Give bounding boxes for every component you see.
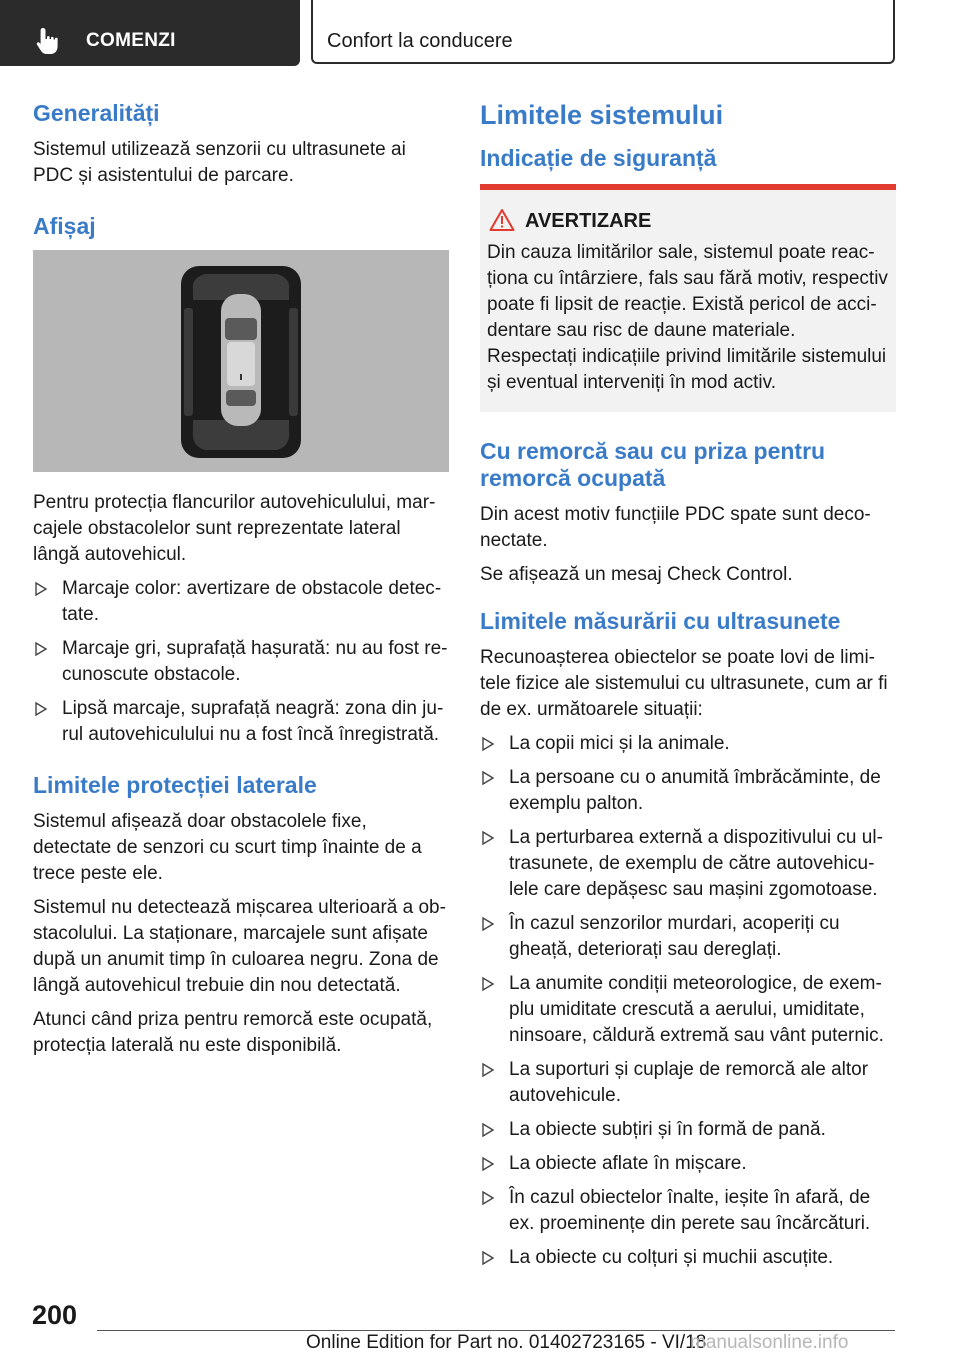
left-column	[33, 100, 449, 1067]
list-item-text: În cazul senzorilor murdari, acoperiți cu gheață, deteriorați sau dereglați.	[509, 913, 840, 960]
right-column	[480, 100, 896, 1279]
list-item-text: La copii mici și la animale.	[509, 733, 730, 754]
safety-heading: Indicație de siguranță	[480, 145, 717, 171]
list-item	[480, 765, 896, 817]
trailer-paragraph: Se afișează un mesaj Check Control.	[480, 564, 793, 585]
ultrasonic-text: Recunoașterea obiectelor se poate lovi de limitele fizice ale sistemului cu ultrasunete, cum ar fi de ex. următoarele situații:	[480, 647, 888, 720]
warning-text: Din cauza limitărilor sale, sistemul poate reacționa cu întârziere, fals sau fără motiv, respectiv poate fi lipsit de reacție. Există pericol de accidentare sau risc de daune materiale. Respectați indicațiile privind limitările sistemului și eventual interveniți în mod activ.	[487, 242, 888, 393]
triangle-bullet-icon	[33, 576, 49, 602]
triangle-bullet-icon	[480, 971, 496, 997]
triangle-bullet-icon	[480, 1245, 496, 1271]
display-list	[33, 576, 449, 748]
display-text: Pentru protecția flancurilor autovehiculului, marcajele obstacolelor sunt reprezentate lateral lângă autovehicul.	[33, 492, 436, 565]
list-item	[480, 1057, 896, 1109]
triangle-bullet-icon	[480, 1117, 496, 1143]
list-item-text: La persoane cu o anumită îmbrăcăminte, de exemplu palton.	[509, 767, 881, 814]
triangle-bullet-icon	[480, 1151, 496, 1177]
list-item	[480, 731, 896, 757]
edition-text: Online Edition for Part no. 01402723165 - VI/18	[306, 1332, 707, 1353]
list-item-text: În cazul obiectelor înalte, ieșite în afară, de ex. proeminențe din perete sau încărcături.	[509, 1187, 871, 1234]
triangle-bullet-icon	[480, 825, 496, 851]
chapter-tab[interactable]	[311, 0, 895, 64]
list-item	[480, 1185, 896, 1237]
list-item-text: Marcaje color: avertizare de obstacole detectate.	[62, 578, 442, 625]
triangle-bullet-icon	[33, 696, 49, 722]
section-tab-label: COMENZI	[86, 30, 176, 51]
list-item-text: La obiecte aflate în mișcare.	[509, 1153, 747, 1174]
list-item-text: La perturbarea externă a dispozitivului cu ultrasunete, de exemplu de către autovehiculele care depășesc sau mașini zgomotoase.	[509, 827, 883, 900]
list-item-text: Marcaje gri, suprafață hașurată: nu au fost recunoscute obstacole.	[62, 638, 448, 685]
hand-pointer-icon	[36, 26, 62, 56]
triangle-bullet-icon	[480, 1057, 496, 1083]
triangle-bullet-icon	[480, 731, 496, 757]
limits-heading: Limitele protecției laterale	[33, 772, 317, 798]
trailer-heading: Cu remorcă sau cu priza pentru remorcă ocupată	[480, 438, 826, 491]
list-item	[33, 636, 449, 688]
section-tab[interactable]	[0, 0, 300, 66]
triangle-bullet-icon	[33, 636, 49, 662]
list-item	[33, 696, 449, 748]
list-item	[480, 911, 896, 963]
warning-triangle-icon	[489, 208, 515, 232]
ultrasonic-list	[480, 731, 896, 1271]
watermark: manualsonline.info	[690, 1332, 849, 1353]
list-item	[480, 1151, 896, 1177]
triangle-bullet-icon	[480, 911, 496, 937]
parking-display-figure	[33, 250, 449, 472]
list-item	[480, 1245, 896, 1271]
triangle-bullet-icon	[480, 1185, 496, 1211]
limits-paragraph: Sistemul afișează doar obstacolele fixe, detectate de senzori cu scurt timp înainte de a trece peste ele.	[33, 811, 422, 884]
list-item	[480, 825, 896, 903]
list-item	[480, 1117, 896, 1143]
parking-view-illustration	[33, 250, 449, 472]
limits-paragraph: Sistemul nu detectează mișcarea ulterioară a obstacolului. La staționare, marcajele sunt afișate după un anumit timp în culoarea negru. Zona de lângă autovehicul trebuie din nou detectată.	[33, 897, 446, 996]
list-item-text: La suporturi și cuplaje de remorcă ale altor autovehicule.	[509, 1059, 869, 1106]
general-text: Sistemul utilizează senzorii cu ultrasunete ai PDC și asistentului de parcare.	[33, 139, 406, 186]
list-item	[33, 576, 449, 628]
footer-divider	[97, 1330, 895, 1331]
general-heading: Generalități	[33, 100, 160, 126]
warning-title: AVERTIZARE	[525, 210, 652, 232]
list-item-text: La anumite condiții meteorologice, de exemplu umiditate crescută a aerului, umiditate, ninsoare, căldură extremă sau vânt puternic.	[509, 973, 884, 1046]
warning-box	[480, 184, 896, 412]
chapter-tab-label: Confort la conducere	[327, 30, 513, 52]
list-item-text: La obiecte cu colțuri și muchii ascuțite.	[509, 1247, 834, 1268]
page-header	[0, 0, 960, 66]
ultrasonic-heading: Limitele măsurării cu ultrasunete	[480, 608, 841, 634]
limits-paragraph: Atunci când priza pentru remorcă este ocupată, protecția laterală nu este disponibilă.	[33, 1009, 433, 1056]
list-item	[480, 971, 896, 1049]
trailer-paragraph: Din acest motiv funcțiile PDC spate sunt deconectate.	[480, 504, 871, 551]
page-number: 200	[32, 1300, 78, 1330]
list-item-text: La obiecte subțiri și în formă de pană.	[509, 1119, 826, 1140]
system-limits-heading: Limitele sistemului	[480, 100, 724, 130]
list-item-text: Lipsă marcaje, suprafață neagră: zona din jurul autovehiculului nu a fost încă înregistrată.	[62, 698, 444, 745]
display-heading: Afișaj	[33, 213, 96, 239]
triangle-bullet-icon	[480, 765, 496, 791]
